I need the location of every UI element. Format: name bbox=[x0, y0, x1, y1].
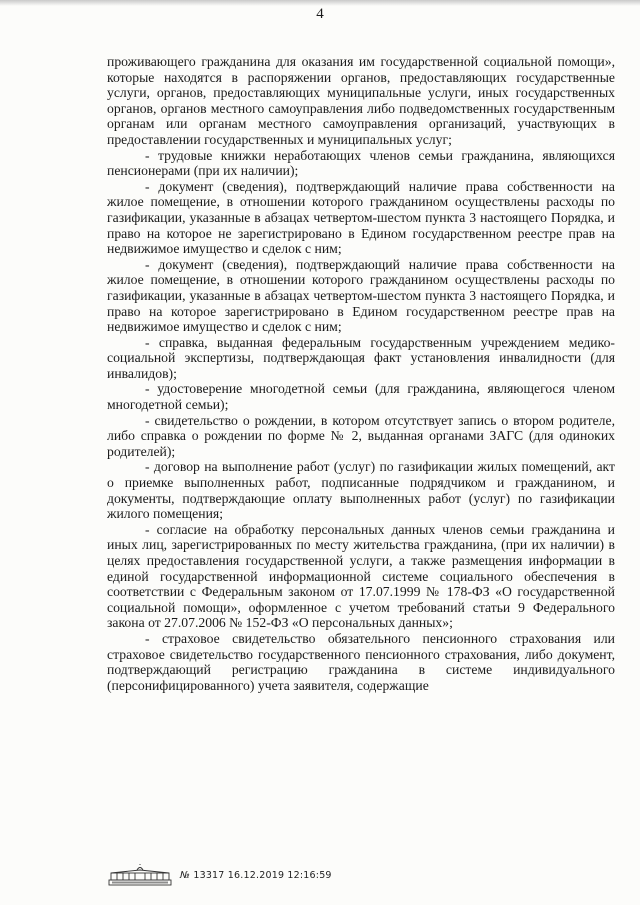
registration-stamp bbox=[180, 870, 332, 881]
list-item: - страховое свидетельство обязательного пенсионного страхования или страховое свидетельство государственного пенсионного страхования, либо документ, подтверждающий регистрацию гражданина в системе индивидуального (персонифицированного) учета заявителя, содержащие bbox=[107, 630, 615, 693]
list-item: - договор на выполнение работ (услуг) по газификации жилых помещений, акт о приемке выполненных работ, подписанные подрядчиком и гражданином, и документы, подтверждающие оплату выполненных работ (услуг) по газификации жилого помещения; bbox=[107, 459, 615, 522]
list-item: - документ (сведения), подтверждающий наличие права собственности на жилое помещение, в отношении которого гражданином осуществлены расходы по газификации, указанные в абзацах четвертом-шестом пункта 3 настоящего Порядка, и право на которое зарегистрировано в Едином государственном реестре прав на недвижимое имущество и сделок с ним; bbox=[107, 256, 615, 335]
list-item: - согласие на обработку персональных данных членов семьи гражданина и иных лиц, зарегистрированных по месту жительства гражданина, (при их наличии) в целях предоставления государственной услуги, а также размещения информации в единой государственной информационной системе социального обеспечения в соответствии с Федеральным законом от 17.07.1999 № 178-ФЗ «О государственной социальной помощи», оформленное с учетом требований статьи 9 Федерального закона от 27.07.2006 № 152-ФЗ «О персональных данных»; bbox=[107, 521, 615, 631]
number-sign: № bbox=[180, 869, 191, 881]
registration-number: 13317 bbox=[193, 869, 225, 881]
paragraph-continuation: проживающего гражданина для оказания им государственной социальной помощи», которые находятся в распоряжении органов, предоставляющих государственные услуги, органов, предоставляющих муниципальные услуги, иных государственных органов, органов местного самоуправления либо подведомственных государственным органам или органам местного самоуправления организаций, участвующих в предоставлении государственных и муниципальных услуг; bbox=[107, 54, 615, 147]
document-footer bbox=[108, 864, 332, 886]
list-item: - удостоверение многодетной семьи (для гражданина, являющегося членом многодетной семьи); bbox=[107, 381, 615, 413]
registration-datetime: 16.12.2019 12:16:59 bbox=[227, 869, 332, 881]
page-number: 4 bbox=[316, 6, 324, 22]
list-item: - свидетельство о рождении, в котором отсутствует запись о втором родителе, либо справка о рождении по форме № 2, выданная органами ЗАГС (для одиноких родителей); bbox=[107, 412, 615, 459]
list-item: - документ (сведения), подтверждающий наличие права собственности на жилое помещение, в отношении которого гражданином осуществлены расходы по газификации, указанные в абзацах четвертом-шестом пункта 3 настоящего Порядка, и право на которое не зарегистрировано в Едином государственном реестре прав на недвижимое имущество и сделок с ним; bbox=[107, 178, 615, 257]
building-logo-icon bbox=[108, 864, 172, 886]
document-body bbox=[107, 54, 615, 693]
list-item: - справка, выданная федеральным государственным учреждением медико-социальной экспертизы, подтверждающая факт установления инвалидности (для инвалидов); bbox=[107, 334, 615, 381]
list-item: - трудовые книжки неработающих членов семьи гражданина, являющихся пенсионерами (при их наличии); bbox=[107, 147, 615, 179]
